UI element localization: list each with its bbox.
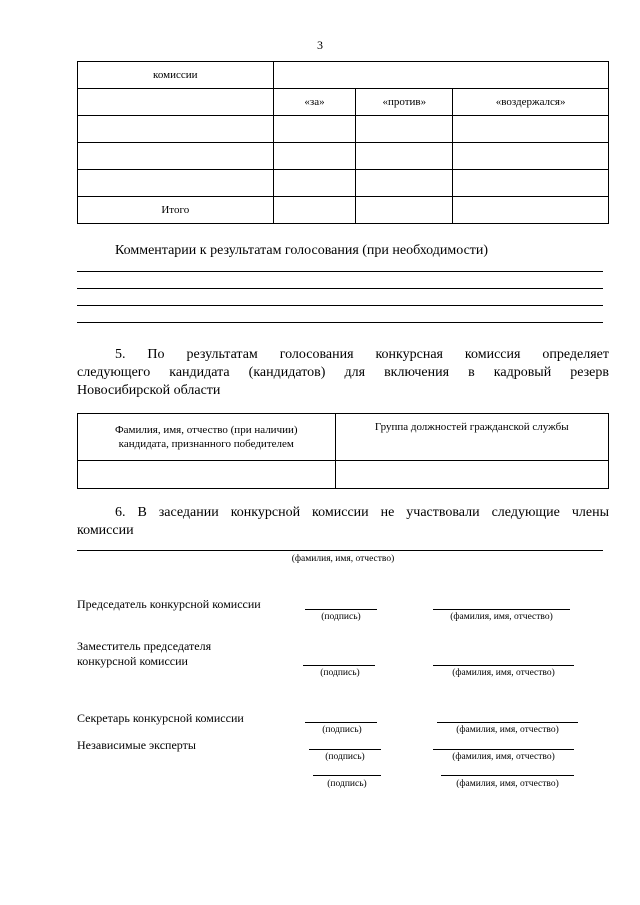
signature-line (309, 749, 381, 750)
header-abstained: «воздержался» (453, 89, 609, 116)
signature-line (305, 609, 377, 610)
reserve-header-name (78, 414, 336, 461)
signature-caption: (подпись) (325, 752, 365, 762)
name-line (433, 665, 574, 666)
signature-line (313, 775, 381, 776)
table-cell (273, 62, 608, 89)
signature-caption: (подпись) (320, 668, 360, 678)
signature-line (305, 722, 377, 723)
comment-line (77, 322, 603, 323)
total-label: Итого (78, 197, 274, 224)
row-label-commission: комиссии (78, 62, 274, 89)
section5-line3: Новосибирской области (77, 383, 221, 398)
absent-members-caption: (фамилия, имя, отчество) (291, 554, 395, 564)
section5-line2: следующего кандидата (кандидатов) для включения в кадровый резерв (77, 365, 609, 380)
comment-line (77, 288, 603, 289)
name-line (433, 609, 570, 610)
table-cell (78, 89, 274, 116)
name-line (433, 749, 574, 750)
table-cell (78, 461, 336, 489)
reserve-header-name-line1: Фамилия, имя, отчество (при наличии) (114, 424, 298, 436)
reserve-header-name-line2: кандидата, признанного победителем (118, 438, 294, 450)
chairman-label: Председатель конкурсной комиссии (77, 597, 261, 611)
name-caption: (фамилия, имя, отчество) (456, 725, 559, 735)
header-against: «против» (356, 89, 453, 116)
name-caption: (фамилия, имя, отчество) (452, 752, 555, 762)
table-row (78, 143, 609, 170)
table-row (78, 116, 609, 143)
signature-line (303, 665, 375, 666)
reserve-table (77, 413, 609, 489)
header-for: «за» (273, 89, 356, 116)
name-caption: (фамилия, имя, отчество) (456, 779, 559, 789)
signature-caption: (подпись) (327, 779, 367, 789)
absent-members-line (77, 550, 603, 551)
table-row (78, 89, 609, 116)
table-cell (335, 461, 608, 489)
section6-line1: 6. В заседании конкурсной комиссии не участвовали следующие члены (115, 505, 609, 520)
comments-heading: Комментарии к результатам голосования (при необходимости) (115, 243, 489, 258)
comment-line (77, 305, 603, 306)
page-number: 3 (317, 38, 323, 52)
section6-line2: комиссии (77, 523, 134, 538)
name-line (437, 722, 578, 723)
section5-line1: 5. По результатам голосования конкурсная комиссия определяет (115, 347, 609, 362)
secretary-label: Секретарь конкурсной комиссии (77, 711, 244, 725)
table-row (78, 414, 609, 461)
table-row (78, 170, 609, 197)
name-caption: (фамилия, имя, отчество) (452, 668, 555, 678)
signature-caption: (подпись) (322, 725, 362, 735)
table-row (78, 461, 609, 489)
deputy-label-line1: Заместитель председателя (77, 639, 212, 653)
name-line (441, 775, 574, 776)
deputy-label-line2: конкурсной комиссии (77, 654, 188, 668)
table-row (78, 197, 609, 224)
name-caption: (фамилия, имя, отчество) (450, 612, 553, 622)
experts-label: Независимые эксперты (77, 738, 196, 752)
comment-line (77, 271, 603, 272)
reserve-header-group: Группа должностей гражданской службы (335, 414, 608, 461)
signature-caption: (подпись) (321, 612, 361, 622)
voting-results-table (77, 61, 609, 224)
table-row (78, 62, 609, 89)
